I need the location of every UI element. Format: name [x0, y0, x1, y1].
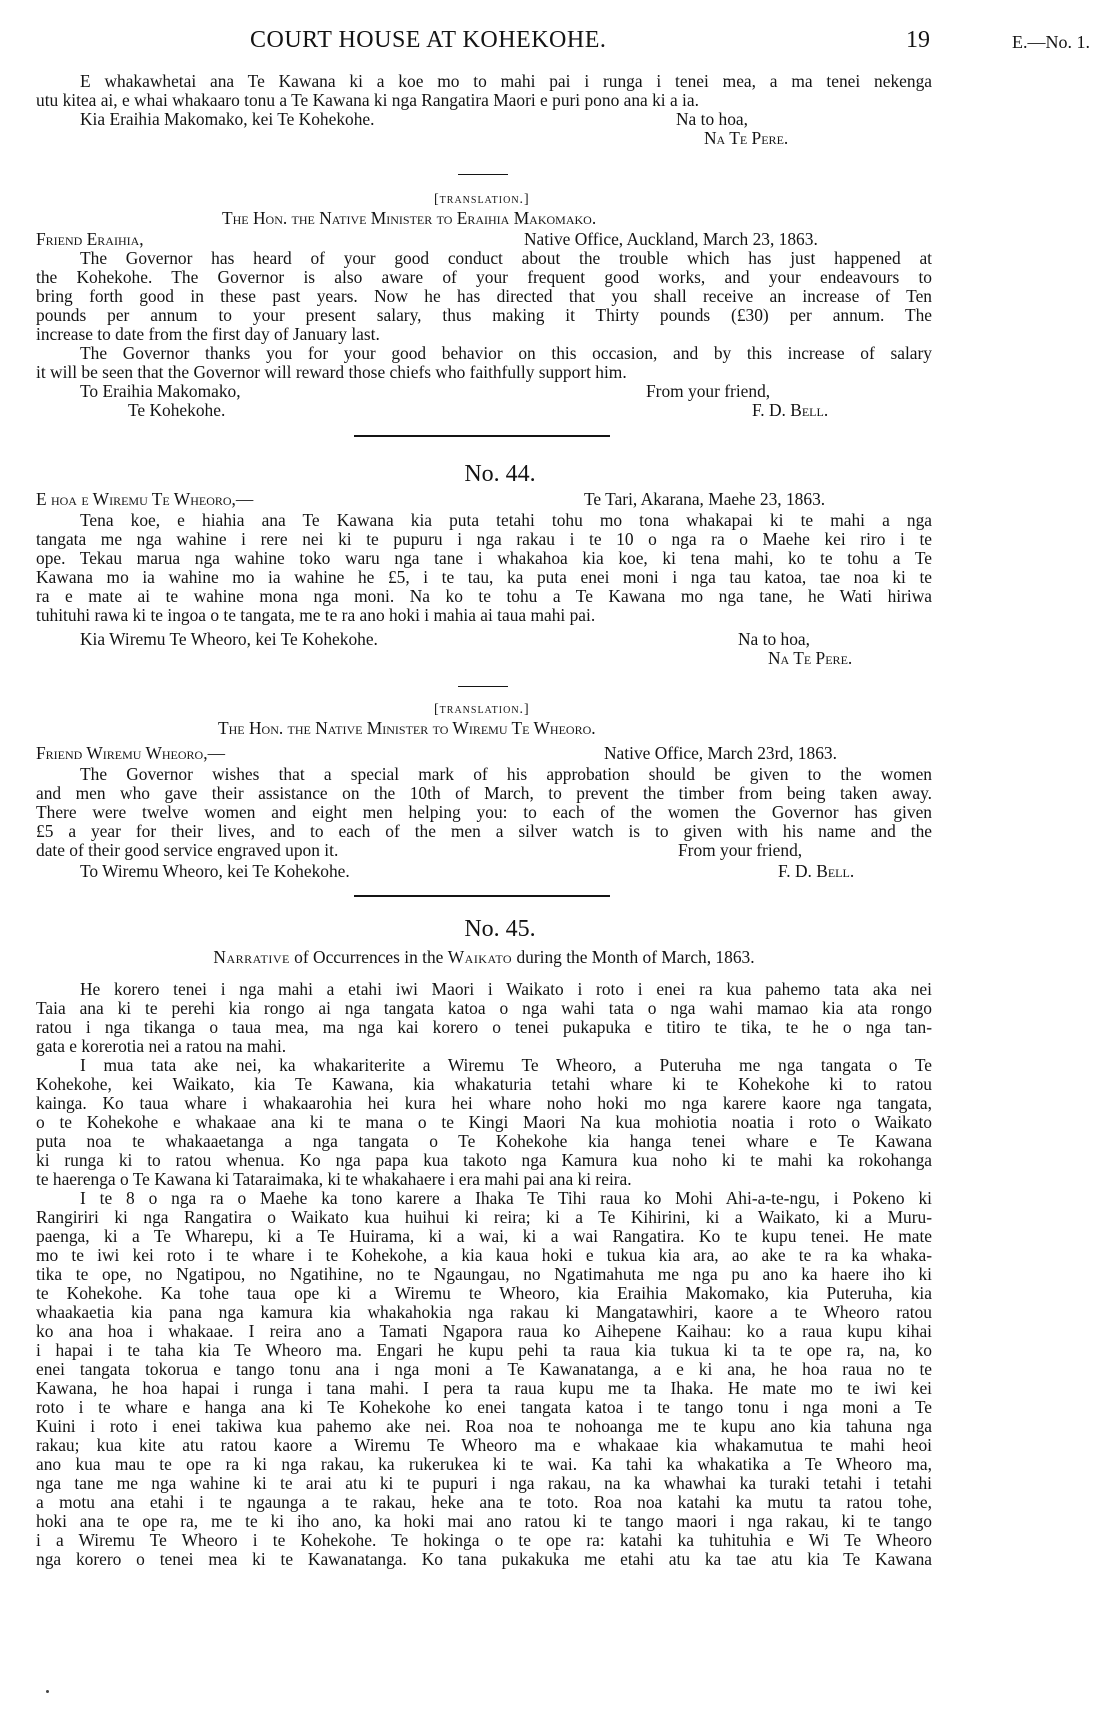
- text-line: Tena koe, e hiahia ana Te Kawana kia puta tetahi tohu mo tona whakapai ki te mahi a nga: [80, 510, 932, 530]
- letter1-place-date: Native Office, Auckland, March 23, 1863.: [524, 229, 818, 249]
- text-line: nga korero o tenei mea ki te Kawanatanga. Ko tana pukakuka me etahi atu ka tae atu kia Te Kawana: [36, 1549, 932, 1569]
- letter1-translation-body: [36, 249, 932, 382]
- narrative45-number: No. 45.: [464, 916, 536, 942]
- letter44-place-date: Te Tari, Akarana, Maehe 23, 1863.: [584, 489, 826, 509]
- letter1-closing: Na to hoa,: [676, 109, 748, 129]
- letter44-to-line: To Wiremu Wheoro, kei Te Kohekohe.: [80, 861, 350, 881]
- text-line: Kawana mo ia wahine mo ia wahine he £5, i te tau, ka puta enei moni i nga tau katoa, tae noa ki te: [36, 567, 932, 587]
- text-line: gata e korerotia nei a ratou na mahi.: [36, 1036, 287, 1056]
- text-line: date of their good service engraved upon it.: [36, 840, 339, 860]
- short-divider: [458, 174, 508, 175]
- text-line: E whakawhetai ana Te Kawana ki a koe mo to mahi pai i runga i tenei mea, a ma tenei nekenga: [80, 71, 932, 91]
- text-line: rakau; kua kite atu ratou kaore a Wiremu Te Wheoro ma e whakaae kia whakamutua te mahi heoi: [36, 1435, 932, 1455]
- letter1-addressee-row: [36, 110, 932, 148]
- short-divider: [458, 686, 508, 687]
- text-line: Taia ana ki te perehi kia rongo ai nga tangata katoa o nga wahi tata o nga wahi mamao kia ata rongo: [36, 998, 932, 1018]
- letter44-translation-body: [36, 765, 932, 860]
- text-line: The Governor thanks you for your good behavior on this occasion, and by this increase of salary: [80, 343, 932, 363]
- text-line: increase to date from the first day of January last.: [36, 324, 380, 344]
- text-line: The Governor has heard of your good conduct about the trouble which has just happened at: [80, 248, 932, 268]
- letter1-translation-header: [36, 190, 932, 228]
- text-line: nga tane me nga wahine ki te arai atu ki te pupuri i nga rakau, na ka whawhai ka turaki tetahi i tetahi: [36, 1473, 932, 1493]
- letter44-sender: F. D. Bell.: [778, 861, 855, 881]
- text-line: The Governor wishes that a special mark of his approbation should be given to the women: [80, 764, 932, 784]
- text-line: enei tangata tokorua e tango tonu ana i nga moni a Te Kawanatanga, a e ki ana, he hoa raua no te: [36, 1359, 932, 1379]
- text-line: kainga. Ko taua whare i whakaarohia hei kura hei whare noho hoki mo nga karere kaore nga tangata,: [36, 1093, 932, 1113]
- text-line: roto i te whare e hanga ana ki Te Kohekohe ko enei tangata katoa i te tango tonu i nga moni a Te: [36, 1397, 932, 1417]
- letter1-signature: Na Te Pere.: [704, 128, 789, 148]
- text-line: hoki ana te ope ra, me te ki iho ano, ka hoki mai ano ratou ki te tango maori i nga rakau, ki te tango: [36, 1511, 932, 1531]
- text-line: utu kitea ai, e whai whakaaro tonu a Te Kawana ki nga Rangatira Maori e puri pono ana ki a ia.: [36, 90, 699, 110]
- text-line: Rangiriri ki nga Rangatira o Waikato kua huihui ki reira; ki a Te Kihirini, ki a Waikato, ki a Muru-: [36, 1207, 932, 1227]
- section-divider: [354, 435, 610, 437]
- text-line: i a Wiremu Te Wheoro i te Kohekohe. Te hokinga o te ope ra: katahi ka tuhituhia e Wi Te Wheoro: [36, 1530, 932, 1550]
- text-line: whaakaetia kia pana nga kamura kia whakahokia nga rakau ki Mangatawhiri, kaore a te Wheoro ratou: [36, 1302, 932, 1322]
- text-line: I mua tata ake nei, ka whakariterite a Wiremu Te Wheoro, a Puteruha me nga tangata o Te: [80, 1055, 932, 1075]
- title-prefix: Narrative: [213, 947, 290, 967]
- text-line: There were twelve women and eight men helping you: to each of the women the Governor has given: [36, 802, 932, 822]
- text-line: pounds per annum to your present salary, thus making it Thirty pounds (£30) per annum. The: [36, 305, 932, 325]
- letter1-to-line1: To Eraihia Makomako,: [80, 381, 241, 401]
- text-line: He korero tenei i nga mahi a etahi iwi Maori i Waikato i roto i enei ra kua pahemo tata aka nei: [80, 979, 932, 999]
- letter44-route: The Hon. the Native Minister to Wiremu Te Wheoro.: [218, 718, 596, 738]
- letter44-addressee: Kia Wiremu Te Wheoro, kei Te Kohekohe.: [80, 629, 378, 649]
- title-place: Waikato: [447, 947, 513, 967]
- letter1-salutation-row: [36, 230, 932, 249]
- text-line: and men who gave their assistance on the 10th of March, to prevent the timber from being taken away.: [36, 783, 932, 803]
- page-number: 19: [906, 27, 930, 53]
- letter1-salutation: Friend Eraihia,: [36, 229, 144, 249]
- text-line: ko ana hoa i whakaae. I reira ano a Tamati Ngapora raua ko Aihepene Kaihau: ko a raua kupu kihai: [36, 1321, 932, 1341]
- narrative45-paragraph-2: [36, 1056, 932, 1189]
- text-line: Kawana, he hoa hapai i runga i tana mahi. I pera ta raua kupu me ta Ihaka. He mate mo te iwi kei: [36, 1378, 932, 1398]
- text-line: tika te ope, no Ngatipou, no Ngatihine, no te Ngaungau, no Ngatimahuta me nga pu ano ka haere iho ki: [36, 1264, 932, 1284]
- letter1-sender: F. D. Bell.: [752, 400, 829, 420]
- text-line: I te 8 o nga ra o Maehe ka tono karere a Ihaka Te Tihi raua ko Mohi Ahi-a-te-ngu, i Pokeno ki: [80, 1188, 932, 1208]
- letter1-signoff: [36, 382, 932, 420]
- text-line: ope. Tekau marua nga wahine toko waru nga tane i whakahoa kia koe, ki tena mahi, ko te tohu a Te: [36, 548, 932, 568]
- text-line: ki runga ki to ratou whenua. Ko nga papa kua takoto nga Kamura kua noho ki te mahi ka rokohanga: [36, 1150, 932, 1170]
- letter44-number: No. 44.: [464, 461, 536, 487]
- letter44-salutation-row: [36, 490, 932, 509]
- narrative45-paragraph-3: [36, 1189, 932, 1569]
- letter44-signature: Na Te Pere.: [768, 648, 853, 668]
- title-suffix: during the Month of March, 1863.: [512, 947, 755, 967]
- text-line: ra e mate ai te wahine mona nga moni. Na ko te tohu a Te Kawana mo nga tane, he Wati hiriwa: [36, 586, 932, 606]
- text-line: tangata me nga wahine i rere nei ki te pupuru i nga rakau i te 10 o nga ra o Maehe kei riro i te: [36, 529, 932, 549]
- letter44-salutation: E hoa e Wiremu Te Wheoro,—: [36, 489, 254, 509]
- text-line: te haerenga o Te Kawana ki Tataraimaka, ki te whakahaere i era mahi pai ana ki reira.: [36, 1169, 632, 1189]
- section-divider: [354, 895, 610, 897]
- letter44-signoff: [36, 862, 932, 881]
- margin-speck: [46, 1690, 49, 1693]
- narrative45-title: [36, 948, 932, 967]
- translation-label: [translation.]: [434, 702, 530, 717]
- letter1-from: From your friend,: [646, 381, 771, 401]
- letter44-from: From your friend,: [678, 840, 803, 860]
- text-line: o te Kohekohe e whakaae ana ki te mana o te Kingi Maori Na kua mohiotia noatia i roto o Waikato: [36, 1112, 932, 1132]
- text-line: puta noa te whakaaetanga a nga tangata o Te Kohekohe kia hanga tenei whare e Te Kawana: [36, 1131, 932, 1151]
- text-line: a motu ana etahi i te ngaunga a te rakau, heke ana te toto. Roa noa katahi ka mutu ta ratou tohe,: [36, 1492, 932, 1512]
- text-line: mo te iwi kei roto i te whare i te Kohekohe, a kia kaua hoki e tukua kia ara, ao ake te ra ka whaka-: [36, 1245, 932, 1265]
- narrative45-paragraph-1: [36, 980, 932, 1056]
- running-header-title: COURT HOUSE AT KOHEKOHE.: [250, 27, 607, 53]
- text-line: bring forth good in these past years. Now he has directed that you shall receive an increase of Ten: [36, 286, 932, 306]
- translation-label: [translation.]: [434, 192, 530, 207]
- text-line: i hapai i te taha kia Te Wheoro ma. Engari he kupu pehi ta raua kia tukua ki ta te ope ra, na, ko: [36, 1340, 932, 1360]
- text-line: £5 a year for their lives, and to each of the men a silver watch is to given with his name and the: [36, 821, 932, 841]
- letter1-addressee: Kia Eraihia Makomako, kei Te Kohekohe.: [80, 109, 375, 129]
- text-line: ratou i nga tikanga o taua mea, ma nga kai korero o tenei pukapuka e titiro te tika, te he o nga tan-: [36, 1017, 932, 1037]
- letter44-tr-salutation-row: [36, 744, 932, 763]
- document-reference: E.—No. 1.: [1012, 32, 1090, 52]
- text-line: the Kohekohe. The Governor is also aware of your frequent good works, and your endeavours to: [36, 267, 932, 287]
- letter1-maori-paragraph: [36, 72, 932, 110]
- text-line: paenga, ki a Te Wharepu, ki a Te Huirama, ki a wai, ki a wai Rangatira. Ko te kupu tenei. He mate: [36, 1226, 932, 1246]
- text-line: tuhituhi rawa ki te ingoa o te tangata, me te ra ano hoki i mahia ai taua mahi pai.: [36, 605, 596, 625]
- letter44-tr-place-date: Native Office, March 23rd, 1863.: [604, 743, 837, 763]
- letter44-closing: Na to hoa,: [738, 629, 810, 649]
- letter1-to-line2: Te Kohekohe.: [128, 400, 226, 420]
- letter1-route: The Hon. the Native Minister to Eraihia Makomako.: [222, 208, 597, 228]
- letter44-addressee-row: [36, 630, 932, 668]
- letter44-maori-body: [36, 511, 932, 625]
- text-line: it will be seen that the Governor will reward those chiefs who faithfully support him.: [36, 362, 627, 382]
- text-line: ano kua mau te ope ra ki nga rakau, ka rukerukea ki te wai. Ka tahi ka whakatika a Te Wheoro ma,: [36, 1454, 932, 1474]
- letter44-tr-salutation: Friend Wiremu Wheoro,—: [36, 743, 225, 763]
- title-mid: of Occurrences in the: [289, 947, 448, 967]
- text-line: Kohekohe, kei Waikato, kia Te Kawana, kia whakaturia tetahi whare ki te Kohekohe ki to ratou: [36, 1074, 932, 1094]
- text-line: te Kohekohe. Ka tohe taua ope ki a Wiremu te Wheoro, kia Eraihia Makomako, kia Puteruha, kia: [36, 1283, 932, 1303]
- letter44-translation-header: [36, 700, 932, 738]
- text-line: Kuini i roto i enei takiwa kua pahemo ake nei. Roa noa te nohoanga me te kupu ano kia tahuna nga: [36, 1416, 932, 1436]
